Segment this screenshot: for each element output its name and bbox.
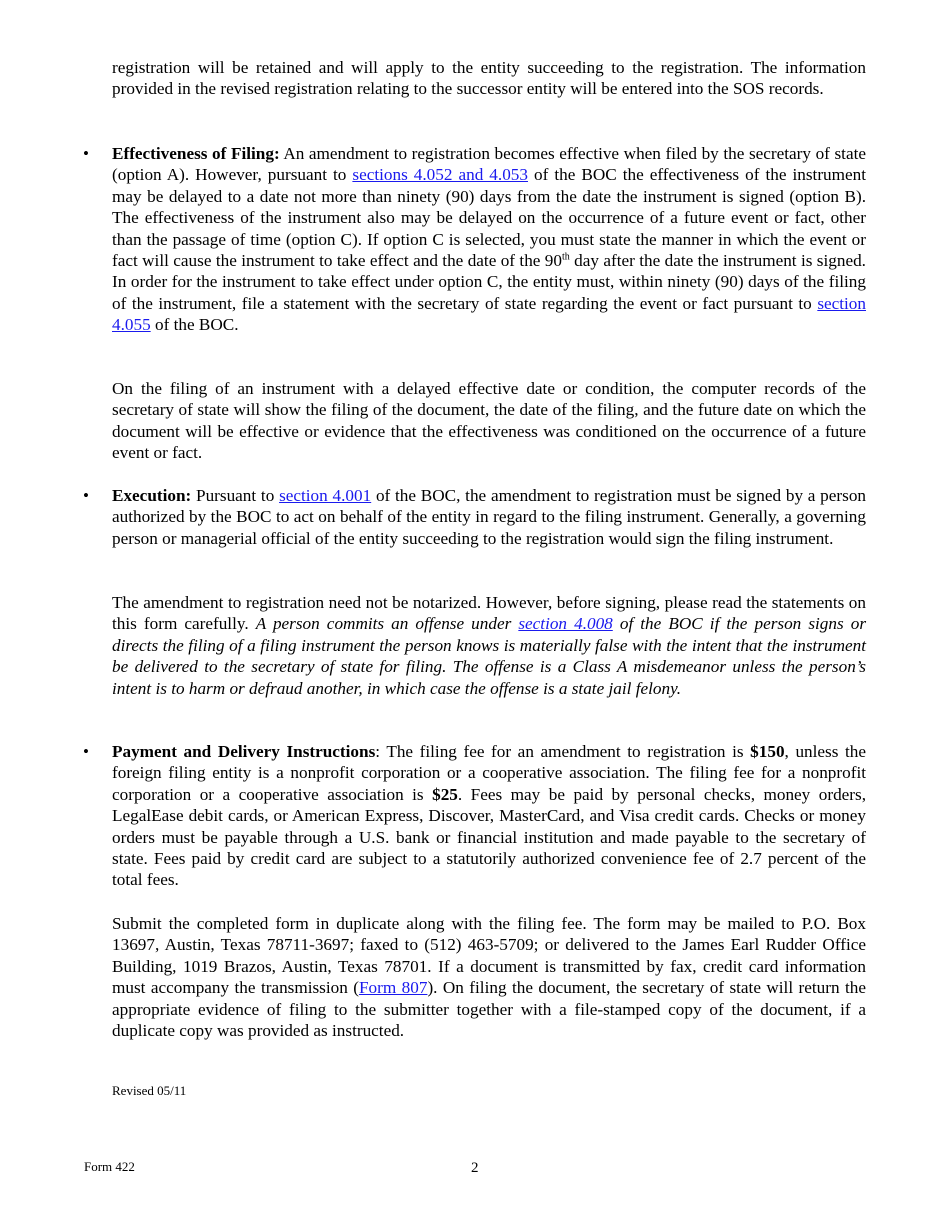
page-number: 2 bbox=[471, 1160, 479, 1176]
submission-text: ). On filing the document, the secretary of state will return the appropriate evidence of filing to the submitter together with a file-stamped copy of the document, if a duplicate copy was provided as instructed. bbox=[112, 978, 866, 1041]
payment-heading: Payment and Delivery Instructions bbox=[112, 742, 376, 761]
payment-section bbox=[112, 741, 866, 891]
submission-paragraph bbox=[112, 913, 866, 1041]
offense-warning: A person commits an offense under bbox=[255, 614, 519, 634]
revision-date: Revised 05/11 bbox=[112, 1083, 187, 1098]
fee-nonprofit: $25 bbox=[432, 784, 458, 804]
effectiveness-text: of the BOC the effectiveness of the instrument may be delayed to a date not more than ninety (90) days from the date the instrument is signed (option B). The effectiveness of the instrument also may be delayed on the occurrence of a future event or fact, other than the passage of time (option C). If option C is selected, you must state the manner in which the event or fact will cause the instrument to take effect and the date of the 90 bbox=[112, 165, 866, 271]
execution-text: Pursuant to bbox=[191, 486, 280, 505]
payment-text: : bbox=[375, 742, 381, 761]
delayed-effective-paragraph: On the filing of an instrument with a delayed effective date or condition, the computer records of the secretary of state will show the filing of the document, the date of the filing, and the future date on which the document will be effective or evidence that the effectiveness was conditioned on the occurrence of a future event or fact. bbox=[112, 379, 866, 463]
form-number: Form 422 bbox=[84, 1159, 135, 1174]
link-section-4008[interactable]: section 4.008 bbox=[518, 614, 613, 634]
notarization-text: The amendment to registration need not be notarized. However, before signing, please read the statements on this form carefully. bbox=[112, 593, 866, 634]
submission-text: Submit the completed form in duplicate along with the filing fee. The form may be mailed to P.O. Box 13697, Austin, Texas 78711-3697; faxed to (512) 463-5709; or delivered to the James Earl Rudder Office Building, 1019 Brazos, Austin, Texas 78701. If a document is transmitted by fax, credit card information must accompany the transmission ( bbox=[112, 914, 866, 998]
payment-text: The filing fee for an amendment to registration is bbox=[380, 742, 751, 761]
effectiveness-text: of the BOC. bbox=[150, 315, 239, 335]
execution-section bbox=[112, 485, 866, 549]
effectiveness-text: day after the date the instrument is signed. In order for the instrument to take effect under option C, the entity must, within ninety (90) days of the filing of the instrument, file a statement with the secretary of state regarding the event or fact pursuant to bbox=[112, 251, 866, 313]
effectiveness-section bbox=[112, 143, 866, 336]
link-section-4055[interactable]: section 4.055 bbox=[112, 293, 866, 335]
notarization-paragraph bbox=[112, 592, 866, 699]
offense-warning: of the BOC if the person signs or directs the filing of a filing instrument the person knows is materially false with the intent that the instrument be delivered to the secretary of state for filing. The offense is a Class A misdemeanor unless the person’s intent is to harm or defraud another, in which case the offense is a state jail felony. bbox=[112, 614, 867, 698]
link-sections-4052-4053[interactable]: sections 4.052 and 4.053 bbox=[352, 165, 528, 185]
intro-paragraph: registration will be retained and will apply to the entity succeeding to the registration. The information provided in the revised registration relating to the successor entity will be entered into the SOS records. bbox=[112, 58, 866, 99]
bullet-icon: • bbox=[83, 742, 89, 761]
payment-text: , unless the foreign filing entity is a nonprofit corporation or a cooperative association. The filing fee for a nonprofit corporation or a cooperative association is bbox=[112, 742, 866, 804]
effectiveness-text: An amendment to registration becomes effective when filed by the secretary of state (option A). However, pursuant to bbox=[112, 144, 866, 185]
link-section-4001[interactable]: section 4.001 bbox=[279, 486, 372, 505]
link-form-807[interactable]: Form 807 bbox=[358, 978, 428, 998]
execution-heading: Execution: bbox=[112, 486, 192, 505]
effectiveness-heading: Effectiveness of Filing: bbox=[112, 144, 280, 163]
execution-text: of the BOC, the amendment to registration must be signed by a person authorized by the BOC to act on behalf of the entity in regard to the filing instrument. Generally, a governing person or managerial official of the entity succeeding to the registration would sign the filing instrument. bbox=[112, 486, 867, 548]
bullet-icon: • bbox=[83, 144, 89, 163]
fee-standard: $150 bbox=[750, 742, 785, 761]
payment-text: . Fees may be paid by personal checks, money orders, LegalEase debit cards, or American Express, Discover, MasterCard, and Visa credit cards. Checks or money orders must be payable through a U.S. bank or financial institution and made payable to the secretary of state. Fees paid by credit card are subject to a statutorily authorized convenience fee of 2.7 percent of the total fees. bbox=[112, 784, 866, 890]
bullet-icon: • bbox=[83, 486, 89, 505]
superscript: th bbox=[562, 251, 570, 263]
